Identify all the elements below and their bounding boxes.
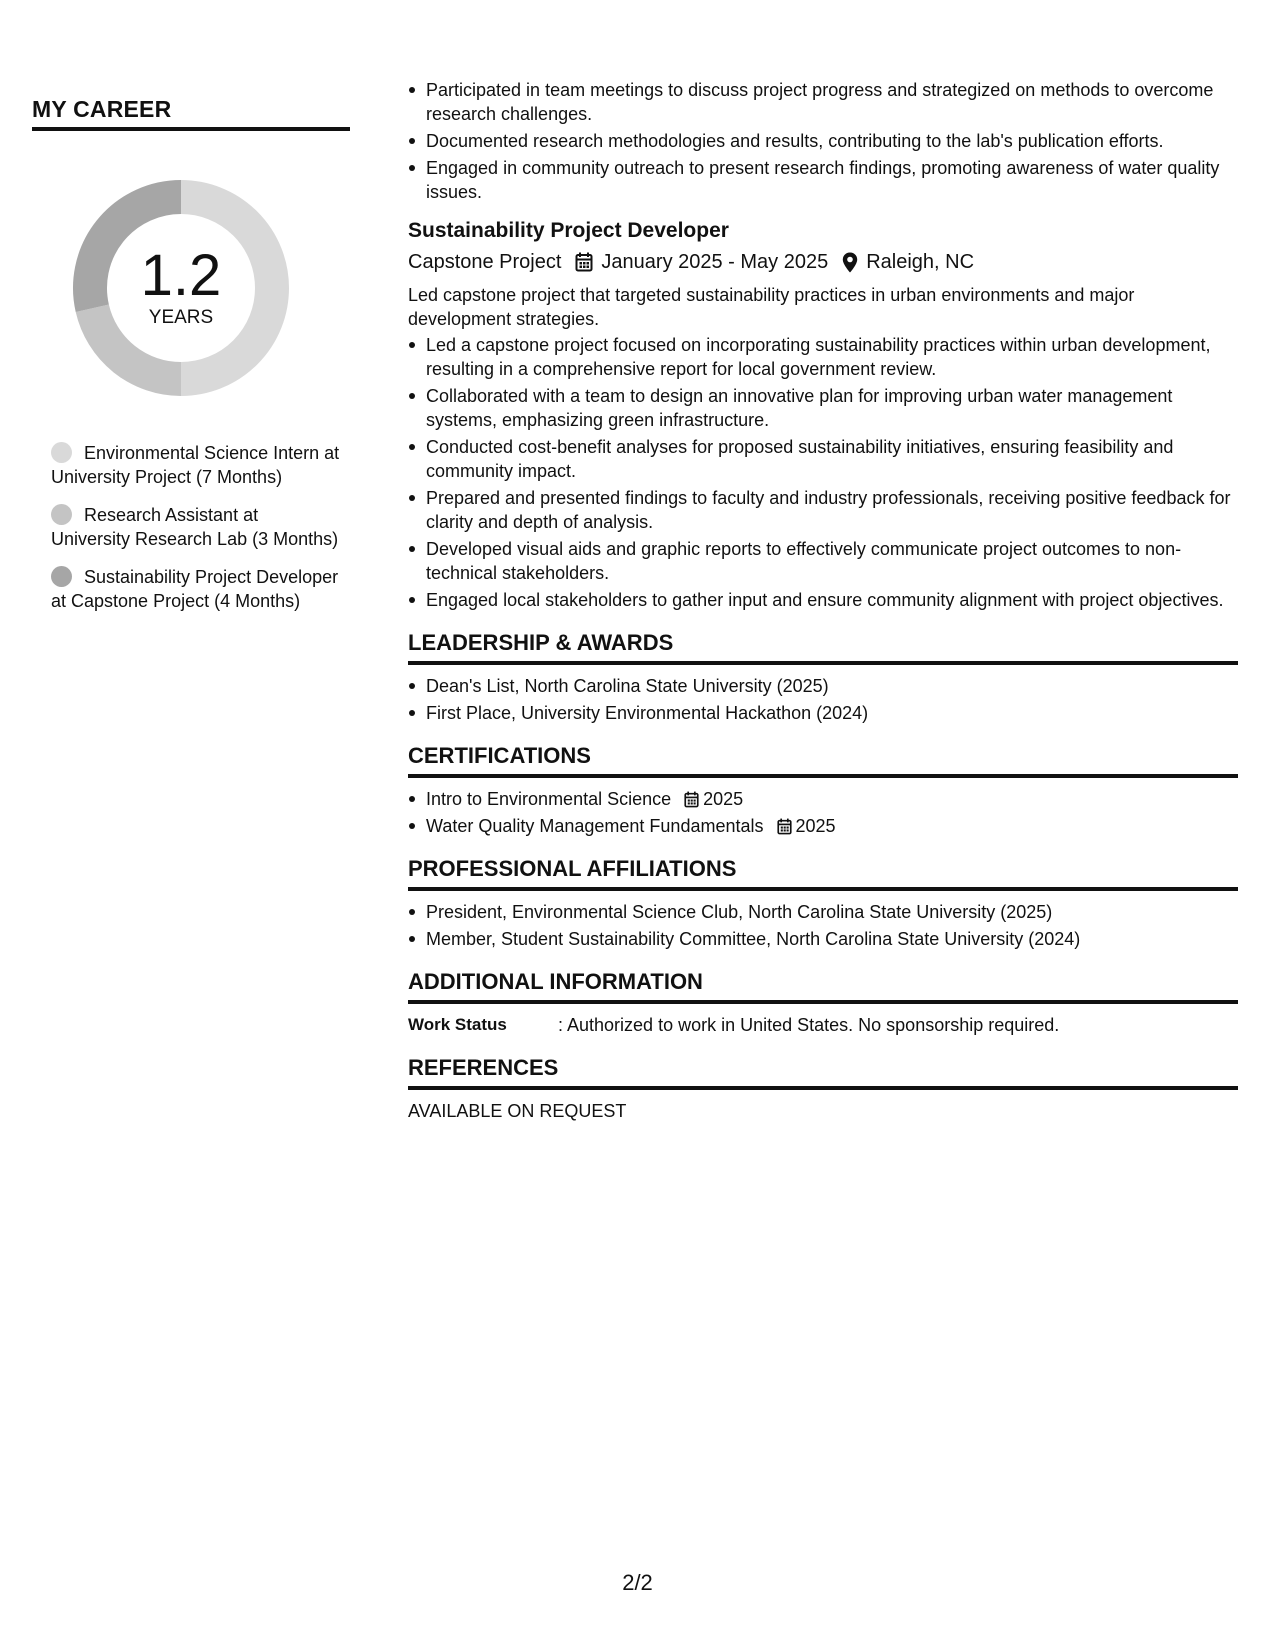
legend-dot-icon — [51, 566, 72, 587]
job-title: Sustainability Project Developer — [408, 219, 729, 242]
list-item: Participated in team meetings to discuss project progress and strategized on methods to overcome research challenges. — [408, 78, 1238, 126]
affiliations-heading: PROFESSIONAL AFFILIATIONS — [408, 855, 1238, 891]
job-meta — [408, 248, 1238, 276]
legend-text: Environmental Science Intern at University Project (7 Months) — [51, 443, 340, 487]
donut-center — [66, 173, 296, 403]
list-item: Conducted cost-benefit analyses for proposed sustainability initiatives, ensuring feasibility and community impact. — [408, 435, 1238, 483]
list-item: Prepared and presented findings to faculty and industry professionals, receiving positive feedback for clarity and depth of analysis. — [408, 486, 1238, 534]
legend-dot-icon — [51, 504, 72, 525]
legend-item — [51, 503, 341, 551]
list-item: President, Environmental Science Club, North Carolina State University (2025) — [408, 900, 1238, 924]
list-item — [408, 814, 1238, 838]
references-text: AVAILABLE ON REQUEST — [408, 1101, 627, 1121]
donut-unit: YEARS — [148, 307, 214, 328]
legend-dot-icon — [51, 442, 72, 463]
page-number: 2/2 — [622, 1570, 653, 1595]
list-item: Engaged in community outreach to present research findings, promoting awareness of water quality issues. — [408, 156, 1238, 204]
list-item: Member, Student Sustainability Committee, North Carolina State University (2024) — [408, 927, 1238, 951]
cert-year: 2025 — [795, 816, 836, 836]
leadership-list — [408, 674, 1238, 725]
calendar-icon — [684, 791, 699, 808]
resume-main — [408, 78, 1238, 1123]
donut-value: 1.2 — [140, 243, 222, 308]
work-status-label: Work Status — [408, 1015, 507, 1034]
affiliations-list — [408, 900, 1238, 951]
career-legend — [51, 441, 341, 613]
list-item — [408, 787, 1238, 811]
legend-item — [51, 565, 341, 613]
list-item: Dean's List, North Carolina State University (2025) — [408, 674, 1238, 698]
work-status-row — [408, 1013, 1238, 1037]
career-heading: MY CAREER — [32, 96, 350, 131]
cert-name: Water Quality Management Fundamentals — [426, 816, 764, 836]
previous-job-bullets — [408, 78, 1238, 204]
cert-year: 2025 — [703, 789, 744, 809]
legend-text: Research Assistant at University Research Lab (3 Months) — [51, 505, 339, 549]
job-summary: Led capstone project that targeted sustainability practices in urban environments and major development strategies. — [408, 285, 1135, 329]
calendar-icon — [575, 252, 593, 272]
legend-item — [51, 441, 341, 489]
list-item: Collaborated with a team to design an innovative plan for improving urban water management systems, emphasizing green infrastructure. — [408, 384, 1238, 432]
job-bullets — [408, 333, 1238, 612]
job-company: Capstone Project — [408, 251, 562, 273]
job-location: Raleigh, NC — [866, 251, 975, 273]
list-item: First Place, University Environmental Hackathon (2024) — [408, 701, 1238, 725]
list-item: Engaged local stakeholders to gather input and ensure community alignment with project objectives. — [408, 588, 1238, 612]
certifications-list — [408, 787, 1238, 838]
list-item: Developed visual aids and graphic reports to effectively communicate project outcomes to non-technical stakeholders. — [408, 537, 1238, 585]
additional-info-heading: ADDITIONAL INFORMATION — [408, 968, 1238, 1004]
career-donut-chart — [66, 173, 296, 403]
map-pin-icon — [842, 252, 858, 273]
legend-text: Sustainability Project Developer at Capstone Project (4 Months) — [51, 567, 339, 611]
career-sidebar — [32, 96, 350, 627]
references-heading: REFERENCES — [408, 1054, 1238, 1090]
certifications-heading: CERTIFICATIONS — [408, 742, 1238, 778]
list-item: Led a capstone project focused on incorporating sustainability practices within urban development, resulting in a comprehensive report for local government review. — [408, 333, 1238, 381]
list-item: Documented research methodologies and results, contributing to the lab's publication efforts. — [408, 129, 1238, 153]
cert-name: Intro to Environmental Science — [426, 789, 672, 809]
job-dates: January 2025 - May 2025 — [601, 251, 829, 273]
work-status-value: : Authorized to work in United States. No sponsorship required. — [558, 1015, 1060, 1035]
calendar-icon — [777, 818, 792, 835]
leadership-heading: LEADERSHIP & AWARDS — [408, 629, 1238, 665]
